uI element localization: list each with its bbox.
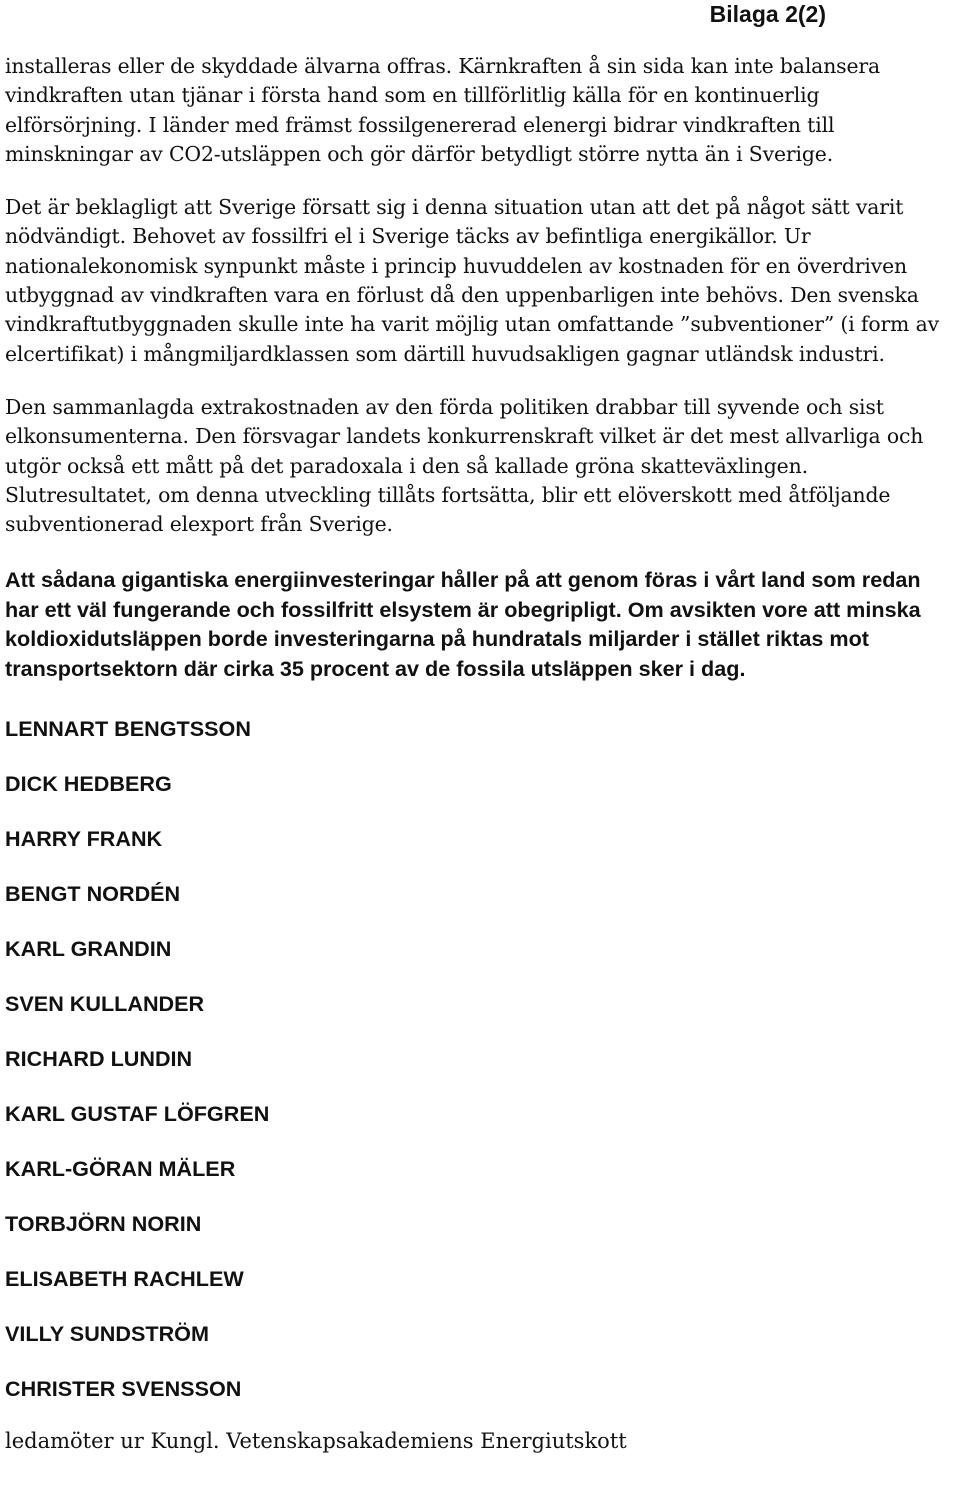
signatory-name: ELISABETH RACHLEW	[5, 1266, 244, 1292]
signatory-name: KARL GRANDIN	[5, 936, 172, 962]
document-body	[5, 52, 955, 1454]
paragraph-regrettable-situation: Det är beklagligt att Sverige försatt sig i denna situation utan att det på något sätt varit nödvändigt. Behovet av fossilfri el i Sverige täcks av befintliga energikällor. Ur nationalekonomisk synpunkt måste i princip huvuddelen av kostnaden för en överdriven utbyggnad av vindkraften vara en förlust då den uppenbarligen inte behövs. Den svenska vindkraftutbyggnaden skulle inte ha varit möjlig utan omfattande ”subventioner” (i form av elcertifikat) i mångmiljardklassen som därtill huvudsakligen gagnar utländsk industri.	[5, 195, 939, 366]
signatory-name: HARRY FRANK	[5, 826, 163, 852]
attachment-label: Bilaga 2(2)	[709, 1, 826, 27]
paragraph-conclusion-bold: Att sådana gigantiska energiinvesteringar håller på att genom föras i vårt land som redan har ett väl fungerande och fossilfritt elsystem är obegripligt. Om avsikten vore att minska koldioxidutsläppen borde investeringarna på hundratals miljarder i stället riktas mot transportsektorn där cirka 35 procent av de fossila utsläppen sker i dag.	[5, 567, 921, 681]
signatory-name: DICK HEDBERG	[5, 771, 172, 797]
paragraph-extra-cost: Den sammanlagda extrakostnaden av den förda politiken drabbar till syvende och sist elkonsumenterna. Den försvagar landets konkurrenskraft vilket är det mest allvarliga och utgör också ett mått på det paradoxala i den så kallade gröna skatteväxlingen. Slutresultatet, om denna utveckling tillåts fortsätta, blir ett elöverskott med åtföljande subventionerad elexport från Sverige.	[5, 394, 924, 537]
signatory-name: CHRISTER SVENSSON	[5, 1376, 242, 1402]
signatory-name: BENGT NORDÉN	[5, 881, 181, 907]
committee-affiliation: ledamöter ur Kungl. Vetenskapsakademiens Energiutskott	[5, 1429, 627, 1454]
signatory-name: VILLY SUNDSTRÖM	[5, 1321, 209, 1347]
signatory-name: RICHARD LUNDIN	[5, 1046, 193, 1072]
signatory-name: KARL-GÖRAN MÄLER	[5, 1156, 236, 1182]
signatory-name: SVEN KULLANDER	[5, 991, 205, 1017]
paragraph-wind-nuclear: installeras eller de skyddade älvarna offras. Kärnkraften å sin sida kan inte balansera vindkraften utan tjänar i första hand som en tillförlitlig källa för en kontinuerlig elförsörjning. I länder med främst fossilgenererad elenergi bidrar vindkraften till minskningar av CO2-utsläppen och gör därför betydligt större nytta än i Sverige.	[5, 54, 881, 166]
signatory-list	[5, 716, 955, 1431]
signatory-name: TORBJÖRN NORIN	[5, 1211, 202, 1237]
signatory-name: LENNART BENGTSSON	[5, 716, 251, 742]
signatory-name: KARL GUSTAF LÖFGREN	[5, 1101, 270, 1127]
